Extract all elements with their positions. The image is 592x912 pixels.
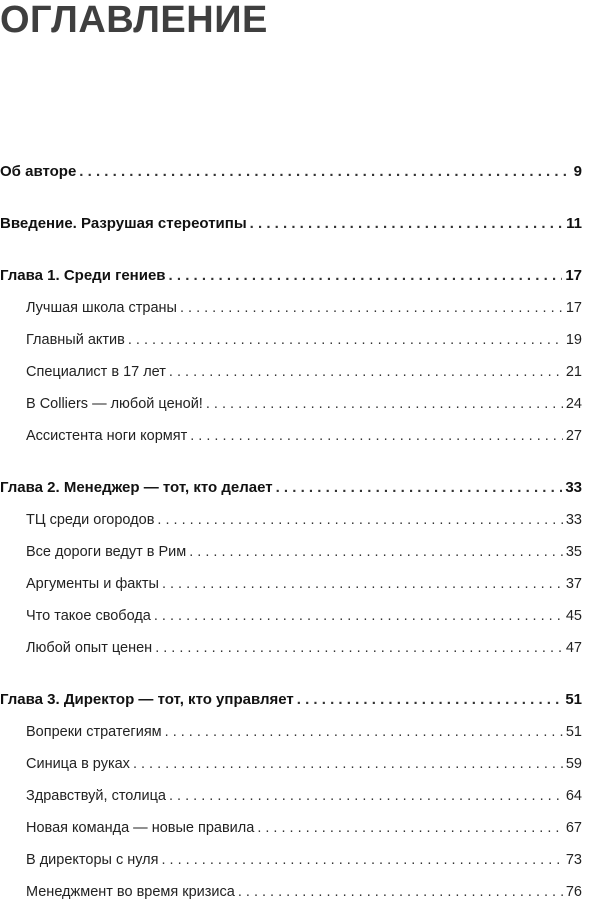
toc-page-number: 19 — [565, 332, 582, 348]
toc-entry-label: В Colliers — любой ценой! — [26, 396, 203, 412]
toc-page-number: 51 — [565, 691, 582, 708]
toc-entry-label: Глава 2. Менеджер — тот, кто делает — [0, 479, 273, 496]
toc-page-number: 51 — [565, 724, 582, 740]
toc-entry-label: Главный актив — [26, 332, 125, 348]
toc-chapter-entry[interactable] — [0, 160, 582, 184]
toc-page-number: 76 — [565, 884, 582, 900]
toc-section-entry[interactable] — [26, 636, 582, 660]
toc-entry-label: Аргументы и факты — [26, 576, 159, 592]
toc-entry-label: Менеджмент во время кризиса — [26, 884, 235, 900]
dot-leader — [238, 880, 563, 904]
toc-page-number: 33 — [565, 512, 582, 528]
dot-leader — [257, 816, 563, 840]
toc-entry-label: ТЦ среди огородов — [26, 512, 155, 528]
toc-entry-label: Что такое свобода — [26, 608, 151, 624]
dot-leader — [297, 688, 563, 712]
toc-section-entry[interactable] — [26, 360, 582, 384]
dot-leader — [206, 392, 563, 416]
toc-section-entry[interactable] — [26, 508, 582, 532]
toc-section-entry[interactable] — [26, 816, 582, 840]
toc-page-number: 35 — [565, 544, 582, 560]
toc-section-entry[interactable] — [26, 328, 582, 352]
toc-chapter-entry[interactable] — [0, 476, 582, 500]
dot-leader — [250, 212, 563, 236]
dot-leader — [155, 636, 563, 660]
toc-entry-label: Все дороги ведут в Рим — [26, 544, 187, 560]
dot-leader — [169, 264, 563, 288]
toc-page-number: 21 — [565, 364, 582, 380]
toc-page-number: 17 — [565, 300, 582, 316]
toc-section-entry[interactable] — [26, 572, 582, 596]
toc-page-number: 67 — [565, 820, 582, 836]
toc-page-number: 24 — [565, 396, 582, 412]
dot-leader — [157, 508, 562, 532]
toc-chapter-entry[interactable] — [0, 212, 582, 236]
toc-entry-label: Вопреки стратегиям — [26, 724, 162, 740]
toc-section-entry[interactable] — [26, 848, 582, 872]
toc-page-number: 33 — [565, 479, 582, 496]
toc-entry-label: Здравствуй, столица — [26, 788, 166, 804]
toc-entry-label: Об авторе — [0, 163, 77, 180]
toc-entry-label: Введение. Разрушая стереотипы — [0, 215, 247, 232]
dot-leader — [154, 604, 563, 628]
toc-page-number: 27 — [565, 428, 582, 444]
dot-leader — [162, 572, 563, 596]
toc-entry-label: Специалист в 17 лет — [26, 364, 166, 380]
toc-page-number: 45 — [565, 608, 582, 624]
toc-entry-label: Глава 3. Директор — тот, кто управляет — [0, 691, 294, 708]
toc-section-entry[interactable] — [26, 604, 582, 628]
toc-section-entry[interactable] — [26, 296, 582, 320]
toc-entry-label: Глава 1. Среди гениев — [0, 267, 166, 284]
toc-section-entry[interactable] — [26, 784, 582, 808]
toc-page-number: 47 — [565, 640, 582, 656]
toc-page-number: 11 — [566, 215, 582, 232]
toc-page-number: 37 — [565, 576, 582, 592]
toc-page-number: 64 — [565, 788, 582, 804]
dot-leader — [133, 752, 563, 776]
toc-entry-label: Новая команда — новые правила — [26, 820, 255, 836]
toc-entry-label: Синица в руках — [26, 756, 130, 772]
toc-section-entry[interactable] — [26, 424, 582, 448]
toc-page-number: 9 — [573, 163, 582, 180]
dot-leader — [276, 476, 563, 500]
toc-entry-label: Ассистента ноги кормят — [26, 428, 188, 444]
toc-entry-label: В директоры с нуля — [26, 852, 159, 868]
toc-page-number: 59 — [565, 756, 582, 772]
dot-leader — [128, 328, 563, 352]
toc-section-entry[interactable] — [26, 540, 582, 564]
toc-chapter-entry[interactable] — [0, 264, 582, 288]
dot-leader — [79, 160, 570, 184]
dot-leader — [189, 540, 563, 564]
dot-leader — [161, 848, 562, 872]
toc-page-number: 17 — [565, 267, 582, 284]
dot-leader — [169, 360, 563, 384]
toc-section-entry[interactable] — [26, 720, 582, 744]
dot-leader — [190, 424, 563, 448]
dot-leader — [180, 296, 563, 320]
toc-section-entry[interactable] — [26, 392, 582, 416]
toc-entry-label: Лучшая школа страны — [26, 300, 177, 316]
dot-leader — [169, 784, 563, 808]
page-title: ОГЛАВЛЕНИЕ — [0, 0, 268, 41]
toc-entry-label: Любой опыт ценен — [26, 640, 153, 656]
toc-section-entry[interactable] — [26, 880, 582, 904]
toc-page-number: 73 — [565, 852, 582, 868]
toc-chapter-entry[interactable] — [0, 688, 582, 712]
toc-section-entry[interactable] — [26, 752, 582, 776]
dot-leader — [165, 720, 563, 744]
